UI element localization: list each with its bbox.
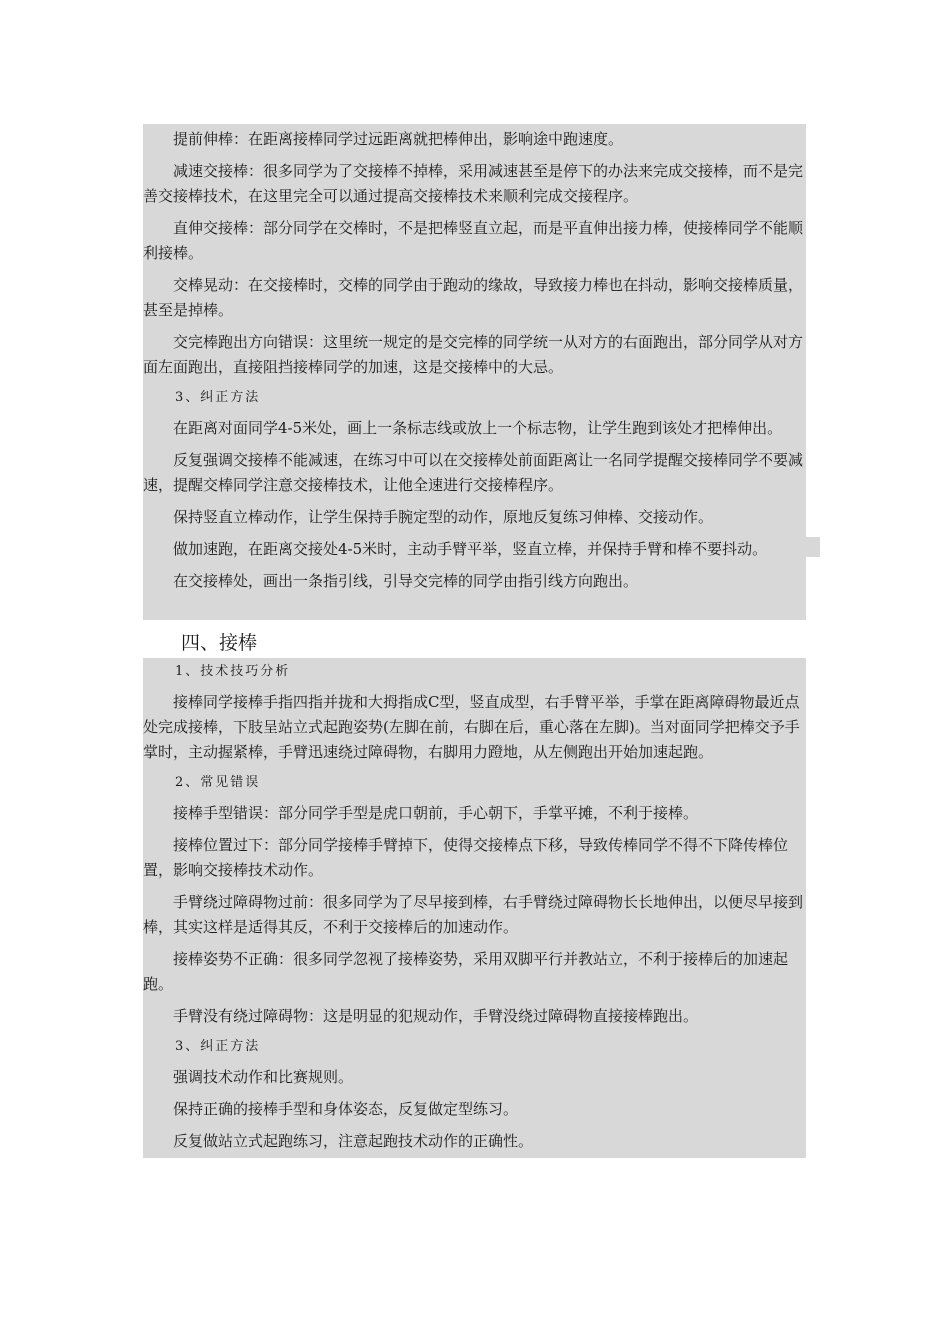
highlight-tail — [806, 537, 820, 557]
paragraph-fix2-3: 反复做站立式起跑练习，注意起跑技术动作的正确性。 — [143, 1126, 806, 1158]
paragraph-fix-4 — [143, 534, 806, 566]
paragraph-fix2-2: 保持正确的接棒手型和身体姿态，反复做定型练习。 — [143, 1094, 806, 1126]
subheading-fix-methods-2: 3、纠正方法 — [143, 1033, 806, 1062]
subheading-common-errors: 2、常见错误 — [143, 769, 806, 798]
document-body — [143, 124, 806, 1158]
paragraph-fix-4-text: 做加速跑，在距离交接处4-5米时，主动手臂平举，竖直立棒，并保持手臂和棒不要抖动。 — [173, 540, 768, 558]
paragraph-early-extend: 提前伸棒：在距离接棒同学过远距离就把棒伸出，影响途中跑速度。 — [143, 124, 806, 156]
paragraph-wrong-direction: 交完棒跑出方向错误：这里统一规定的是交完棒的同学统一从对方的右面跑出，部分同学从对方面左面跑出，直接阻挡接棒同学的加速，这是交接棒中的大忌。 — [143, 327, 806, 384]
paragraph-error-3: 手臂绕过障碍物过前：很多同学为了尽早接到棒，右手臂绕过障碍物长长地伸出，以便尽早接到棒，其实这样是适得其反，不利于交接棒后的加速动作。 — [143, 887, 806, 944]
section-title-receive: 四、接棒 — [143, 620, 806, 658]
paragraph-fix2-1: 强调技术动作和比赛规则。 — [143, 1062, 806, 1094]
subheading-fix-methods: 3、纠正方法 — [143, 384, 806, 413]
subheading-technique: 1、技术技巧分析 — [143, 658, 806, 687]
paragraph-fix-3: 保持竖直立棒动作，让学生保持手腕定型的动作，原地反复练习伸棒、交接动作。 — [143, 502, 806, 534]
paragraph-fix-1: 在距离对面同学4-5米处，画上一条标志线或放上一个标志物，让学生跑到该处才把棒伸出。 — [143, 413, 806, 445]
paragraph-fix-5: 在交接棒处，画出一条指引线，引导交完棒的同学由指引线方向跑出。 — [143, 566, 806, 598]
spacer — [143, 598, 806, 620]
paragraph-error-4: 接棒姿势不正确：很多同学忽视了接棒姿势，采用双脚平行并教站立，不利于接棒后的加速起跑。 — [143, 944, 806, 1001]
paragraph-error-2: 接棒位置过下：部分同学接棒手臂掉下，使得交接棒点下移，导致传棒同学不得不下降传棒位置，影响交接棒技术动作。 — [143, 830, 806, 887]
paragraph-error-5: 手臂没有绕过障碍物：这是明显的犯规动作，手臂没绕过障碍物直接接棒跑出。 — [143, 1001, 806, 1033]
paragraph-analysis: 接棒同学接棒手指四指并拢和大拇指成C型，竖直成型，右手臂平举，手掌在距离障碍物最近点处完成接棒，下肢呈站立式起跑姿势(左脚在前，右脚在后，重心落在左脚)。当对面同学把棒交予手掌时，主动握紧棒，手臂迅速绕过障碍物，右脚用力蹬地，从左侧跑出开始加速起跑。 — [143, 687, 806, 769]
paragraph-fix-2: 反复强调交接棒不能减速，在练习中可以在交接棒处前面距离让一名同学提醒交接棒同学不要减速，提醒交棒同学注意交接棒技术，让他全速进行交接棒程序。 — [143, 445, 806, 502]
paragraph-flat-extend: 直伸交接棒：部分同学在交棒时，不是把棒竖直立起，而是平直伸出接力棒，使接棒同学不能顺利接棒。 — [143, 213, 806, 270]
paragraph-error-1: 接棒手型错误：部分同学手型是虎口朝前，手心朝下，手掌平摊，不利于接棒。 — [143, 798, 806, 830]
paragraph-shaking: 交棒晃动：在交接棒时，交棒的同学由于跑动的缘故，导致接力棒也在抖动，影响交接棒质量，甚至是掉棒。 — [143, 270, 806, 327]
paragraph-slow-exchange: 减速交接棒：很多同学为了交接棒不掉棒，采用减速甚至是停下的办法来完成交接棒，而不是完善交接棒技术，在这里完全可以通过提高交接棒技术来顺利完成交接程序。 — [143, 156, 806, 213]
